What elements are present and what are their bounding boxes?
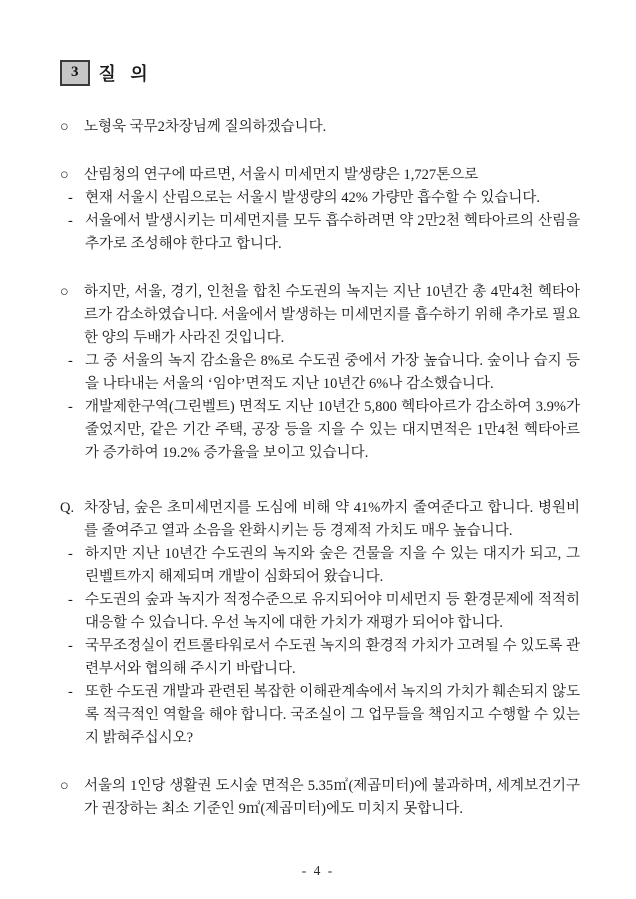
dash-bullet-marker: - [68, 638, 73, 654]
bullet-paragraph [60, 116, 580, 139]
section-title: 질 의 [98, 64, 153, 84]
bullet-paragraph [60, 775, 580, 821]
section-number-box: 3 [60, 60, 90, 86]
sub-paragraph [60, 350, 580, 396]
paragraph-text: 서울의 1인당 생활권 도시숲 면적은 5.35㎡(제곱미터)에 불과하며, 세계보건기구가 권장하는 최소 기준인 9㎡(제곱미터)에도 미치지 못합니다. [84, 778, 580, 817]
paragraph-text: 하지만 지난 10년간 수도권의 녹지와 숲은 건물을 지을 수 있는 대지가 되고, 그린벨트까지 해제되며 개발이 심화되어 왔습니다. [85, 546, 580, 585]
circle-bullet-marker: ○ [60, 778, 69, 794]
dash-bullet-marker: - [68, 213, 73, 229]
page-number: - 4 - [301, 863, 335, 878]
sub-paragraph [60, 681, 580, 750]
paragraph-text: 그 중 서울의 녹지 감소율은 8%로 수도권 중에서 가장 높습니다. 숲이나 습지 등을 나타내는 서울의 ‘임야’면적도 지난 10년간 6%나 감소했습니다. [85, 353, 580, 392]
dash-bullet-marker: - [68, 592, 73, 608]
question-marker: Q. [60, 500, 75, 516]
paragraph-text: 노형욱 국무2차장님께 질의하겠습니다. [84, 119, 327, 135]
sub-paragraph [60, 589, 580, 635]
section-heading [60, 60, 580, 86]
bullet-paragraph [60, 164, 580, 187]
dash-bullet-marker: - [68, 546, 73, 562]
bullet-paragraph [60, 281, 580, 350]
circle-bullet-marker: ○ [60, 284, 69, 300]
paragraph-text: 수도권의 숲과 녹지가 적정수준으로 유지되어야 미세먼지 등 환경문제에 적적히 대응할 수 있습니다. 우선 녹지에 대한 가치가 재평가 되어야 합니다. [85, 592, 580, 631]
dash-bullet-marker: - [68, 353, 73, 369]
sub-paragraph [60, 635, 580, 681]
question-paragraph [60, 497, 580, 543]
paragraph-text: 또한 수도권 개발과 관련된 복잡한 이해관계속에서 녹지의 가치가 훼손되지 않도록 적극적인 역할을 해야 합니다. 국조실이 그 업무들을 책임지고 수행할 수 있는지 밝혀주십시오? [85, 684, 580, 746]
sub-paragraph [60, 210, 580, 256]
paragraph-text: 개발제한구역(그린벨트) 면적도 지난 10년간 5,800 헥타아르가 감소하여 3.9%가 줄었지만, 같은 기간 주택, 공장 등을 지을 수 있는 대지면적은 1만4천 헥타아르가 증가하여 19.2% 증가율을 보이고 있습니다. [85, 399, 580, 461]
circle-bullet-marker: ○ [60, 119, 69, 135]
circle-bullet-marker: ○ [60, 167, 69, 183]
paragraph-text: 서울에서 발생시키는 미세먼지를 모두 흡수하려면 약 2만2천 헥타아르의 산림을 추가로 조성해야 한다고 합니다. [85, 213, 580, 252]
dash-bullet-marker: - [68, 684, 73, 700]
paragraph-text: 하지만, 서울, 경기, 인천을 합친 수도권의 녹지는 지난 10년간 총 4만4천 헥타아르가 감소하였습니다. 서울에서 발생하는 미세먼지를 흡수하기 위해 추가로 필요한 양의 두배가 사라진 것입니다. [84, 284, 580, 346]
paragraph-text: 산림청의 연구에 따르면, 서울시 미세먼지 발생량은 1,727톤으로 [84, 167, 479, 183]
sub-paragraph [60, 187, 580, 210]
dash-bullet-marker: - [68, 399, 73, 415]
paragraph-text: 국무조정실이 컨트롤타워로서 수도권 녹지의 환경적 가치가 고려될 수 있도록 관련부서와 협의해 주시기 바랍니다. [85, 638, 580, 677]
dash-bullet-marker: - [68, 190, 73, 206]
paragraph-text: 차장님, 숲은 초미세먼지를 도심에 비해 약 41%까지 줄여준다고 합니다. 병원비를 줄여주고 열과 소음을 완화시키는 등 경제적 가치도 매우 높습니다. [84, 500, 580, 539]
paragraph-text: 현재 서울시 산림으로는 서울시 발생량의 42% 가량만 흡수할 수 있습니다. [85, 190, 541, 206]
sub-paragraph [60, 396, 580, 465]
sub-paragraph [60, 543, 580, 589]
